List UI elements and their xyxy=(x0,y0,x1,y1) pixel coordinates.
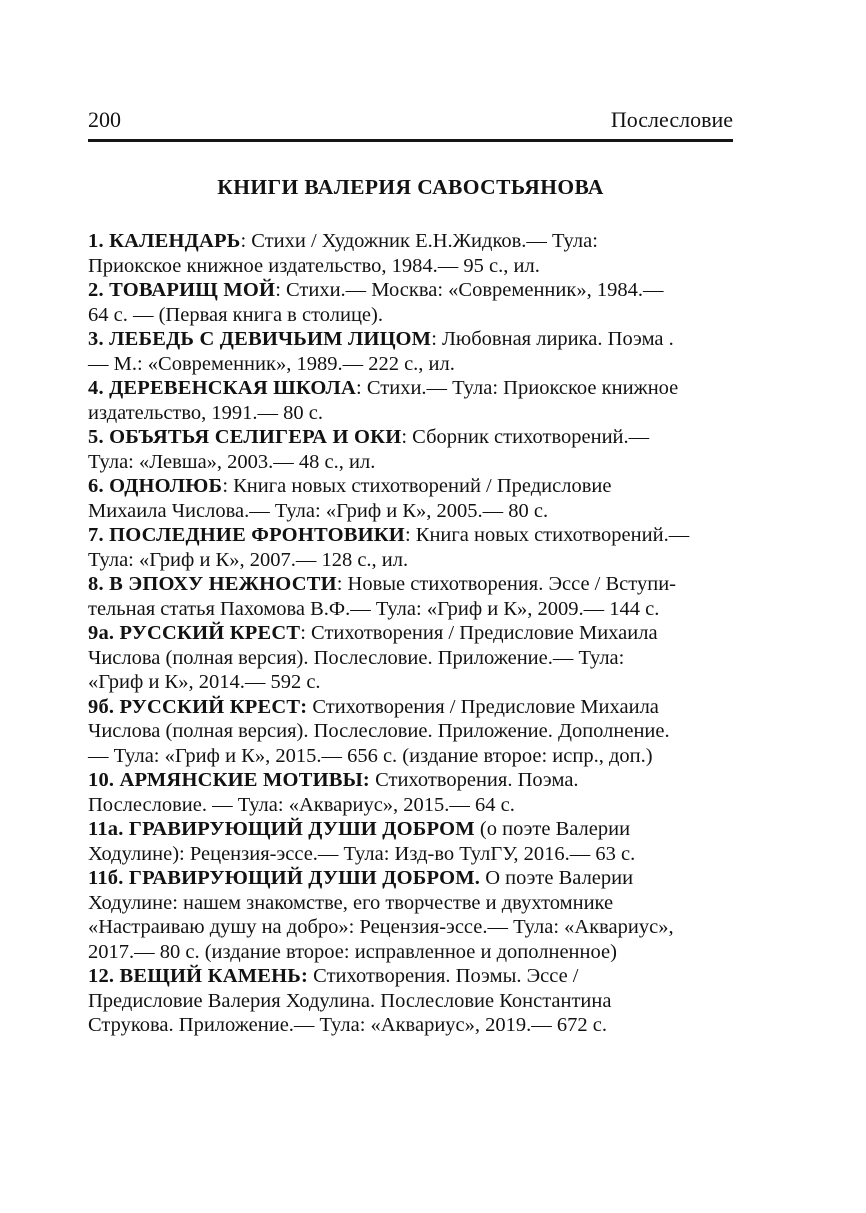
entry-first-line xyxy=(88,327,733,352)
page-content xyxy=(88,0,733,1038)
entry-description-start: Стихотворения / Предисловие Михаила xyxy=(307,695,659,718)
page-number: 200 xyxy=(88,107,121,132)
entry-line: — М.: «Современник», 1989.— 222 с., ил. xyxy=(88,352,455,375)
bibliography-entry xyxy=(88,964,733,1038)
entry-first-line xyxy=(88,768,733,793)
entry-line: издательство, 1991.— 80 с. xyxy=(88,401,324,424)
bibliography-entry xyxy=(88,695,733,769)
entry-line: 2017.— 80 с. (издание второе: исправленное и дополненное) xyxy=(88,940,617,963)
entry-first-line xyxy=(88,229,733,254)
bibliography-entry xyxy=(88,474,733,523)
entry-line: Числова (полная версия). Послесловие. Приложение. Дополнение. xyxy=(88,720,670,742)
entry-first-line xyxy=(88,866,733,891)
entry-heading: 9б. РУССКИЙ КРЕСТ: xyxy=(88,695,308,718)
entry-line: Ходулине: нашем знакомстве, его творчестве и двухтомнике xyxy=(88,891,614,914)
entry-first-line xyxy=(88,523,733,548)
entry-first-line xyxy=(88,695,733,720)
bibliography-entry xyxy=(88,425,733,474)
entry-line: Числова (полная версия). Послесловие. Приложение.— Тула: xyxy=(88,646,625,669)
bibliography-entry xyxy=(88,621,733,695)
entry-line: Приокское книжное издательство, 1984.— 95 с., ил. xyxy=(88,254,540,277)
header-rule xyxy=(88,139,733,142)
entry-line: Ходулине): Рецензия-эссе.— Тула: Изд-во ТулГУ, 2016.— 63 с. xyxy=(88,842,636,865)
entry-line: Предисловие Валерия Ходулина. Послесловие Константина xyxy=(88,989,612,1012)
entry-first-line xyxy=(88,425,733,450)
entry-heading: 1. КАЛЕНДАРЬ xyxy=(88,230,241,252)
entry-heading: 9а. РУССКИЙ КРЕСТ xyxy=(88,622,301,644)
entry-heading: 5. ОБЪЯТЬЯ СЕЛИГЕРА И ОКИ xyxy=(88,426,402,448)
entry-heading: 7. ПОСЛЕДНИЕ ФРОНТОВИКИ xyxy=(88,524,405,546)
entry-first-line xyxy=(88,376,733,401)
entry-description-start: Стихотворения. Поэма. xyxy=(369,769,579,791)
bibliography-entry xyxy=(88,229,733,278)
entry-description-start: : Стихи.— Москва: «Современник», 1984.— xyxy=(275,279,664,301)
entry-description-start: : Стихи / Художник Е.Н.Жидков.— Тула: xyxy=(240,230,598,252)
entry-heading: 10. АРМЯНСКИЕ МОТИВЫ: xyxy=(88,769,370,791)
bibliography-entry xyxy=(88,327,733,376)
bibliography-list xyxy=(88,229,733,1038)
entry-heading: 11а. ГРАВИРУЮЩИЙ ДУШИ ДОБРОМ xyxy=(88,818,475,840)
entry-description-start: : Сборник стихотворений.— xyxy=(401,426,650,448)
entry-line: Тула: «Левша», 2003.— 48 с., ил. xyxy=(88,450,376,473)
entry-line: тельная статья Пахомова В.Ф.— Тула: «Гриф и К», 2009.— 144 с. xyxy=(88,597,660,620)
entry-heading: 11б. ГРАВИРУЮЩИЙ ДУШИ ДОБРОМ. xyxy=(88,867,481,889)
bibliography-entry xyxy=(88,278,733,327)
entry-line: Струкова. Приложение.— Тула: «Аквариус», 2019.— 672 с. xyxy=(88,1014,607,1036)
entry-first-line xyxy=(88,278,733,303)
entry-line: «Гриф и К», 2014.— 592 с. xyxy=(88,671,321,693)
entry-heading: 4. ДЕРЕВЕНСКАЯ ШКОЛА xyxy=(88,377,357,399)
entry-description-start: : Стихотворения / Предисловие Михаила xyxy=(300,622,658,644)
entry-line: Михаила Числова.— Тула: «Гриф и К», 2005.— 80 с. xyxy=(88,499,549,522)
entry-first-line xyxy=(88,817,733,842)
bibliography-entry xyxy=(88,866,733,964)
section-title: КНИГИ ВАЛЕРИЯ САВОСТЬЯНОВА xyxy=(217,175,604,199)
page-header xyxy=(88,0,733,134)
running-head: Послесловие xyxy=(610,107,733,132)
entry-description-start: : Книга новых стихотворений / Предисловие xyxy=(222,475,612,497)
entry-description-start: : Новые стихотворения. Эссе / Вступи- xyxy=(336,573,676,595)
entry-line: Послесловие. — Тула: «Аквариус», 2015.— 64 с. xyxy=(88,793,515,816)
entry-heading: 12. ВЕЩИЙ КАМЕНЬ: xyxy=(88,965,309,987)
entry-line: — Тула: «Гриф и К», 2015.— 656 с. (издание второе: испр., доп.) xyxy=(88,744,653,767)
entry-first-line xyxy=(88,621,733,646)
entry-description-start: : Любовная лирика. Поэма . xyxy=(431,328,674,350)
bibliography-entry xyxy=(88,523,733,572)
entry-line: «Настраиваю душу на добро»: Рецензия-эссе.— Тула: «Аквариус», xyxy=(88,916,674,938)
entry-heading: 3. ЛЕБЕДЬ С ДЕВИЧЬИМ ЛИЦОМ xyxy=(88,328,432,350)
entry-line: 64 с. — (Первая книга в столице). xyxy=(88,303,383,326)
entry-description-start: О поэте Валерии xyxy=(480,867,634,889)
entry-heading: 2. ТОВАРИЩ МОЙ xyxy=(88,279,276,301)
bibliography-entry xyxy=(88,817,733,866)
entry-description-start: Стихотворения. Поэмы. Эссе / xyxy=(308,965,579,987)
entry-heading: 8. В ЭПОХУ НЕЖНОСТИ xyxy=(88,573,337,595)
bibliography-entry xyxy=(88,376,733,425)
entry-heading: 6. ОДНОЛЮБ xyxy=(88,475,223,497)
entry-first-line xyxy=(88,964,733,989)
bibliography-entry xyxy=(88,768,733,817)
bibliography-entry xyxy=(88,572,733,621)
entry-line: Тула: «Гриф и К», 2007.— 128 с., ил. xyxy=(88,548,409,571)
entry-description-start: : Стихи.— Тула: Приокское книжное xyxy=(356,377,679,399)
entry-description-start: (о поэте Валерии xyxy=(474,818,631,840)
entry-description-start: : Книга новых стихотворений.— xyxy=(404,524,690,546)
entry-first-line xyxy=(88,474,733,499)
entry-first-line xyxy=(88,572,733,597)
